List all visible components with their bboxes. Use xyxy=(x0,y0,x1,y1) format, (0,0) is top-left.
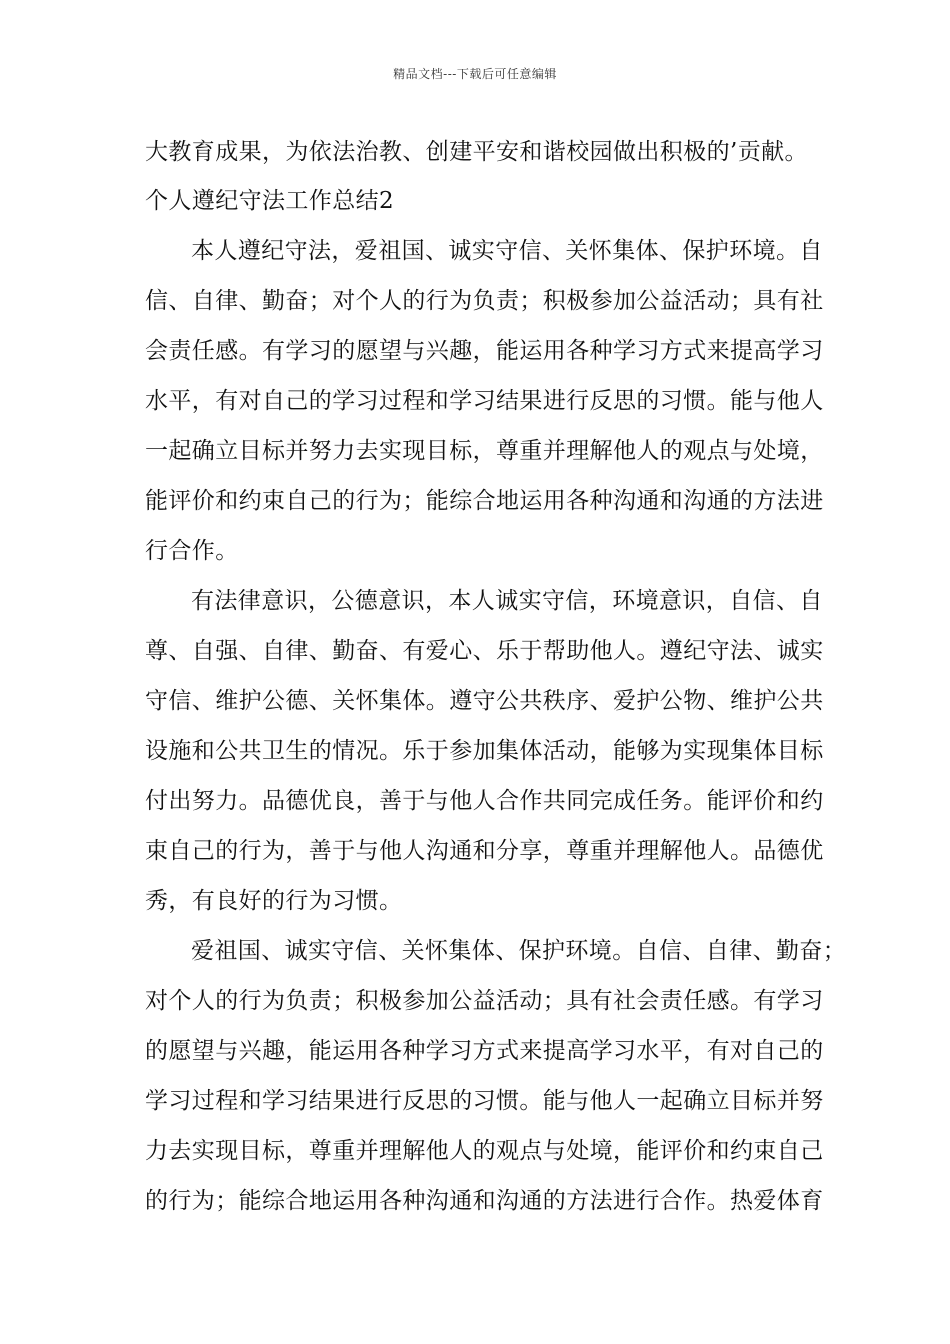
text-line: 秀，有良好的行为习惯。 xyxy=(145,888,403,914)
text-line: 的愿望与兴趣，能运用各种学习方式来提高学习水平，有对自己的 xyxy=(145,1038,824,1064)
section-heading: 个人遵纪守法工作总结2 xyxy=(145,188,395,214)
text-line: 一起确立目标并努力去实现目标，尊重并理解他人的观点与处境， xyxy=(145,438,824,464)
text-line: 爱祖国、诚实守信、关怀集体、保护环境。自信、自律、勤奋； xyxy=(191,938,847,964)
page-header: 精品文档---下载后可任意编辑 xyxy=(393,67,557,81)
text-line: 力去实现目标，尊重并理解他人的观点与处境，能评价和约束自己 xyxy=(145,1138,824,1164)
text-line: 设施和公共卫生的情况。乐于参加集体活动，能够为实现集体目标 xyxy=(145,738,824,764)
text-line: 束自己的行为，善于与他人沟通和分享，尊重并理解他人。品德优 xyxy=(145,838,824,864)
text-line: 守信、维护公德、关怀集体。遵守公共秩序、爱护公物、维护公共 xyxy=(145,688,824,714)
text-line: 尊、自强、自律、勤奋、有爱心、乐于帮助他人。遵纪守法、诚实 xyxy=(145,638,824,664)
text-line: 行合作。 xyxy=(145,538,239,564)
text-line: 能评价和约束自己的行为；能综合地运用各种沟通和沟通的方法进 xyxy=(145,488,824,514)
text-line: 大教育成果，为依法治教、创建平安和谐校园做出积极的’贡献。 xyxy=(145,139,808,165)
text-line: 的行为；能综合地运用各种沟通和沟通的方法进行合作。热爱体育 xyxy=(145,1188,824,1214)
text-line: 信、自律、勤奋；对个人的行为负责；积极参加公益活动；具有社 xyxy=(145,288,824,314)
text-line: 付出努力。品德优良，善于与他人合作共同完成任务。能评价和约 xyxy=(145,788,824,814)
text-line: 对个人的行为负责；积极参加公益活动；具有社会责任感。有学习 xyxy=(145,988,824,1014)
text-line: 本人遵纪守法，爱祖国、诚实守信、关怀集体、保护环境。自 xyxy=(191,238,823,264)
text-line: 水平，有对自己的学习过程和学习结果进行反思的习惯。能与他人 xyxy=(145,388,824,414)
text-line: 会责任感。有学习的愿望与兴趣，能运用各种学习方式来提高学习 xyxy=(145,338,824,364)
text-line: 学习过程和学习结果进行反思的习惯。能与他人一起确立目标并努 xyxy=(145,1088,824,1114)
text-line: 有法律意识，公德意识，本人诚实守信，环境意识，自信、自 xyxy=(191,588,823,614)
